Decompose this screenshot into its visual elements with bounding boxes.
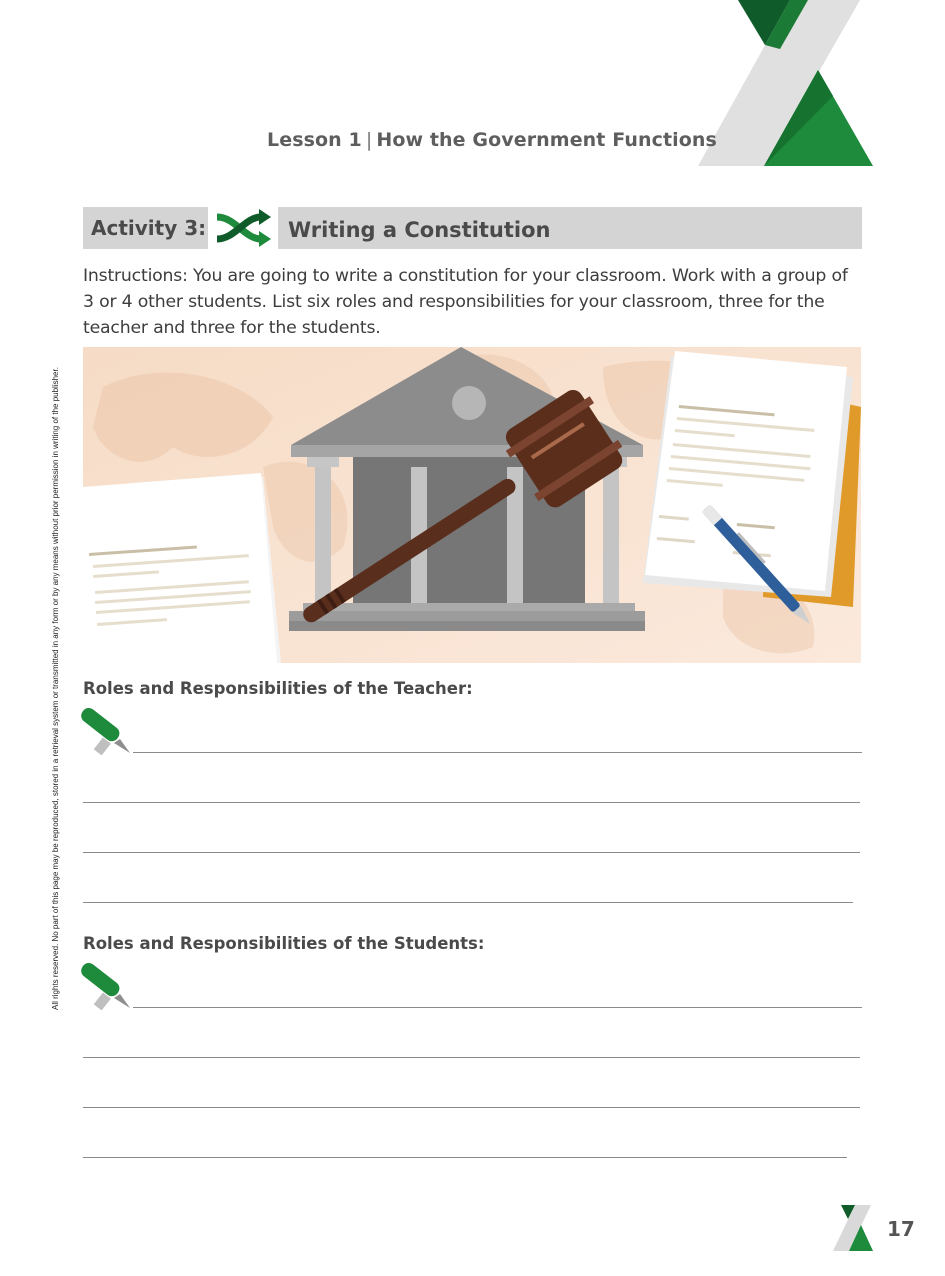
lesson-topic: How the Government Functions xyxy=(376,129,717,151)
teacher-writing-line-1[interactable] xyxy=(133,752,862,753)
lesson-header xyxy=(267,129,717,151)
pen-icon xyxy=(80,705,134,755)
instructions-text: Instructions: You are going to write a constitution for your classroom. Work with a group of 3 or 4 other students. List six roles and responsibilities for your classroom, three for the teacher and three for the students. xyxy=(83,266,848,338)
teacher-writing-line-2[interactable] xyxy=(83,802,860,803)
teacher-section-heading: Roles and Responsibilities of the Teacher: xyxy=(83,679,473,698)
activity-bar xyxy=(83,207,862,249)
page-number: 17 xyxy=(887,1217,915,1241)
activity-label: Activity 3: xyxy=(83,207,208,249)
copyright-side-note: All rights reserved. No part of this page may be reproduced, stored in a retrieval system or transmitted in any form or by any means without prior permission in writing of the publisher. xyxy=(51,367,60,1010)
shuffle-arrows-icon xyxy=(213,207,273,249)
brand-logo-icon xyxy=(690,0,880,170)
footer-brand-logo-icon xyxy=(829,1205,873,1251)
header-separator: | xyxy=(365,129,373,151)
teacher-writing-line-3[interactable] xyxy=(83,852,860,853)
students-section-heading: Roles and Responsibilities of the Students: xyxy=(83,934,485,953)
courthouse-gavel-illustration xyxy=(83,347,861,663)
students-writing-line-2[interactable] xyxy=(83,1057,860,1058)
lesson-number: Lesson 1 xyxy=(267,129,362,151)
students-writing-line-1[interactable] xyxy=(133,1007,862,1008)
pen-icon xyxy=(80,960,134,1010)
activity-title: Writing a Constitution xyxy=(278,207,862,249)
students-writing-line-4[interactable] xyxy=(83,1157,847,1158)
students-writing-line-3[interactable] xyxy=(83,1107,860,1108)
teacher-writing-line-4[interactable] xyxy=(83,902,853,903)
